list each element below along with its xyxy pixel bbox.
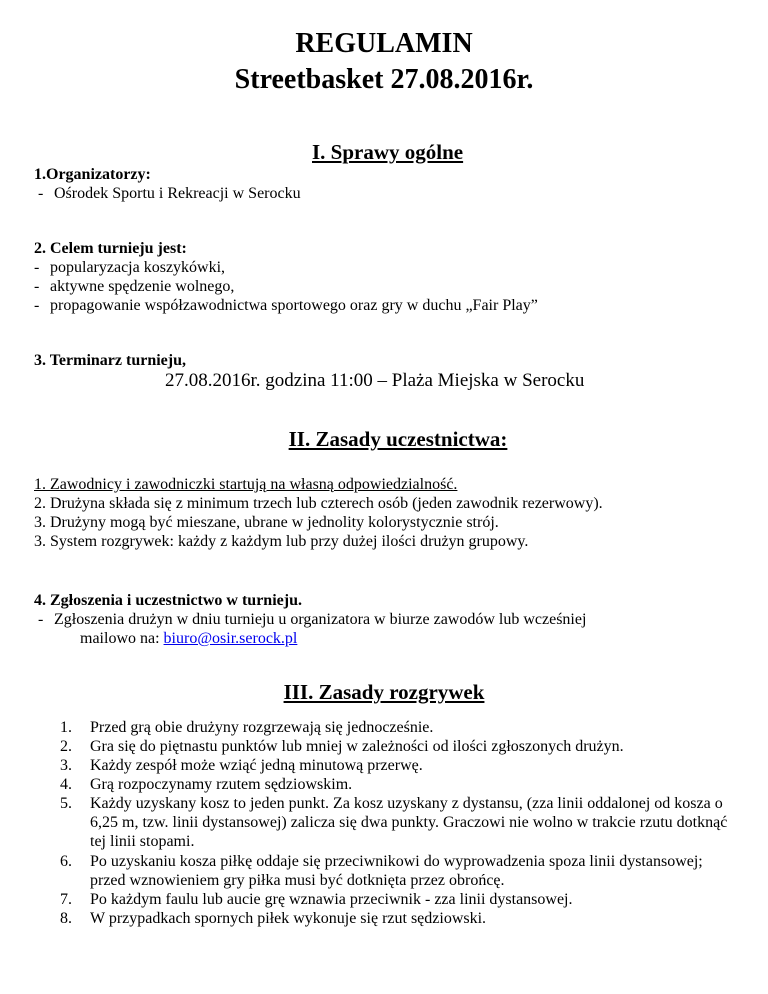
participation-rule: 3. Drużyny mogą być mieszane, ubrane w jednolity kolorystycznie strój. <box>34 514 499 531</box>
organizers-label: 1.Organizatorzy: <box>34 166 151 183</box>
goal-item: - aktywne spędzenie wolnego, <box>34 278 235 295</box>
rule-text: Przed grą obie drużyny rozgrzewają się jednocześnie. <box>90 719 434 736</box>
registration-email-line: mailowo na: biuro@osir.serock.pl <box>80 630 298 647</box>
section-heading-general: I. Sprawy ogólne <box>312 140 464 164</box>
document-title: REGULAMIN <box>295 28 473 59</box>
rule-number: 8. <box>60 910 72 927</box>
rule-number: 2. <box>60 738 72 755</box>
section-heading-participation: II. Zasady uczestnictwa: <box>288 427 508 451</box>
rule-number: 3. <box>60 757 72 774</box>
schedule-label: 3. Terminarz turnieju, <box>34 352 186 369</box>
section-heading-game-rules: III. Zasady rozgrywek <box>283 680 485 704</box>
rule-number: 7. <box>60 891 72 908</box>
rule-number: 5. <box>60 795 72 812</box>
rule-text: Grą rozpoczynamy rzutem sędziowskim. <box>90 776 353 793</box>
email-link[interactable]: biuro@osir.serock.pl <box>163 630 298 647</box>
rule-text: W przypadkach spornych piłek wykonuje się rzut sędziowski. <box>90 910 487 927</box>
rule-text: Po każdym faulu lub aucie grę wznawia przeciwnik - zza linii dystansowej. <box>90 891 573 908</box>
rule-text: Gra się do piętnastu punktów lub mniej w zależności od ilości zgłoszonych drużyn. <box>90 738 624 755</box>
registration-label: 4. Zgłoszenia i uczestnictwo w turnieju. <box>34 592 302 609</box>
rule-text: Każdy uzyskany kosz to jeden punkt. Za kosz uzyskany z dystansu, (zza linii oddalonej od kosza o 6,25 m, tzw. linii dystansowej) zalicza się dwa punkty. Graczowi nie wolno w trakcie rzutu dotknąć tej linii stopami. <box>90 795 728 850</box>
rule-text: Po uzyskaniu kosza piłkę oddaje się przeciwnikowi do wyprowadzenia spoza linii dystansowej; przed wznowieniem gry piłka musi być dotknięta przez obrońcę. <box>90 853 703 889</box>
participation-rule: 1. Zawodnicy i zawodniczki startują na własną odpowiedzialność. <box>34 476 458 493</box>
schedule-detail: 27.08.2016r. godzina 11:00 – Plaża Miejska w Serocku <box>165 370 585 391</box>
rule-text: Każdy zespół może wziąć jedną minutową przerwę. <box>90 757 423 774</box>
goal-item: - propagowanie współzawodnictwa sportowego oraz gry w duchu „Fair Play” <box>34 297 538 314</box>
participation-rule: 3. System rozgrywek: każdy z każdym lub przy dużej ilości drużyn grupowy. <box>34 533 529 550</box>
participation-rule: 2. Drużyna składa się z minimum trzech lub czterech osób (jeden zawodnik rezerwowy). <box>34 495 603 512</box>
registration-text: - Zgłoszenia drużyn w dniu turnieju u organizatora w biurze zawodów lub wcześniej <box>38 611 587 628</box>
organizer-item: - Ośrodek Sportu i Rekreacji w Serocku <box>38 185 301 202</box>
rule-number: 1. <box>60 719 72 736</box>
document-subtitle: Streetbasket 27.08.2016r. <box>234 64 534 95</box>
rule-number: 4. <box>60 776 72 793</box>
goal-item: - popularyzacja koszykówki, <box>34 259 226 276</box>
goal-label: 2. Celem turnieju jest: <box>34 240 187 257</box>
rule-number: 6. <box>60 853 72 870</box>
